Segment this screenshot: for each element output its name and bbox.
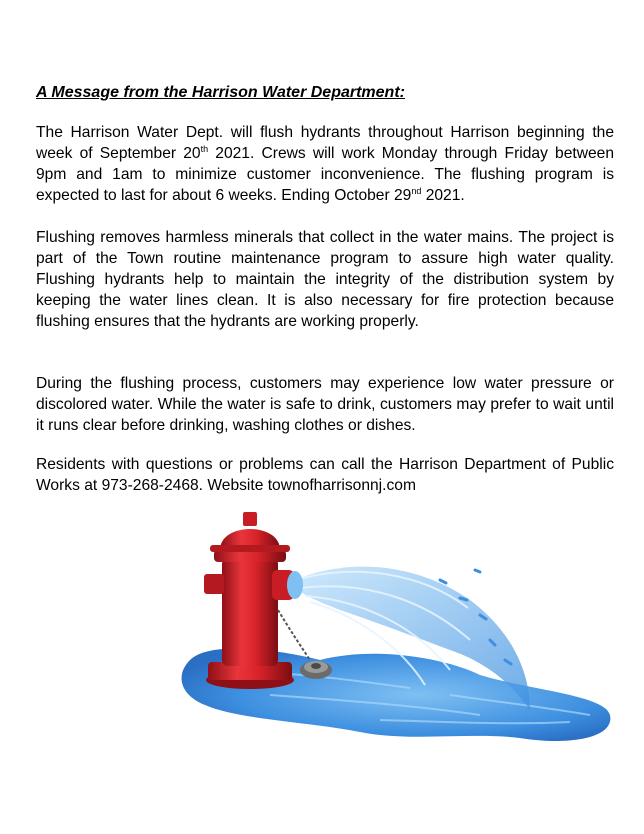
paragraph-schedule-part3: 2021. [421,187,465,204]
paragraph-contact: Residents with questions or problems can call the Harrison Department of Public Works at 973-268-2468. Website townofharrisonnj.com [36,456,614,494]
paragraph-purpose: Flushing removes harmless minerals that collect in the water mains. The project is part of the Town routine maintenance program to assure high water quality. Flushing hydrants help to maintain the integrity of the distribution system by keeping the water lines clean. It is also necessary for fire protection because flushing ensures that the hydrants are working properly. [36,229,614,330]
fire-hydrant-illustration [150,510,620,760]
fire-hydrant [204,512,332,689]
paragraph-schedule-part2: 2021. Crews will work Monday through Friday between 9pm and 1am to minimize customer inconvenience. The flushing program is expected to last for about 6 weeks. Ending October 29 [36,145,615,204]
paragraph-schedule [36,122,614,206]
document-heading: A Message from the Harrison Water Department: [36,84,405,101]
ordinal-suffix-1: th [200,144,209,154]
paragraph-effects: During the flushing process, customers may experience low water pressure or discolored water. While the water is safe to drink, customers may prefer to wait until it runs clear before drinking, washing clothes or dishes. [36,375,614,434]
paragraph-schedule-part1: The Harrison Water Dept. will flush hydrants throughout Harrison beginning the week of September 20 [36,124,614,162]
ordinal-suffix-2: nd [411,186,422,196]
